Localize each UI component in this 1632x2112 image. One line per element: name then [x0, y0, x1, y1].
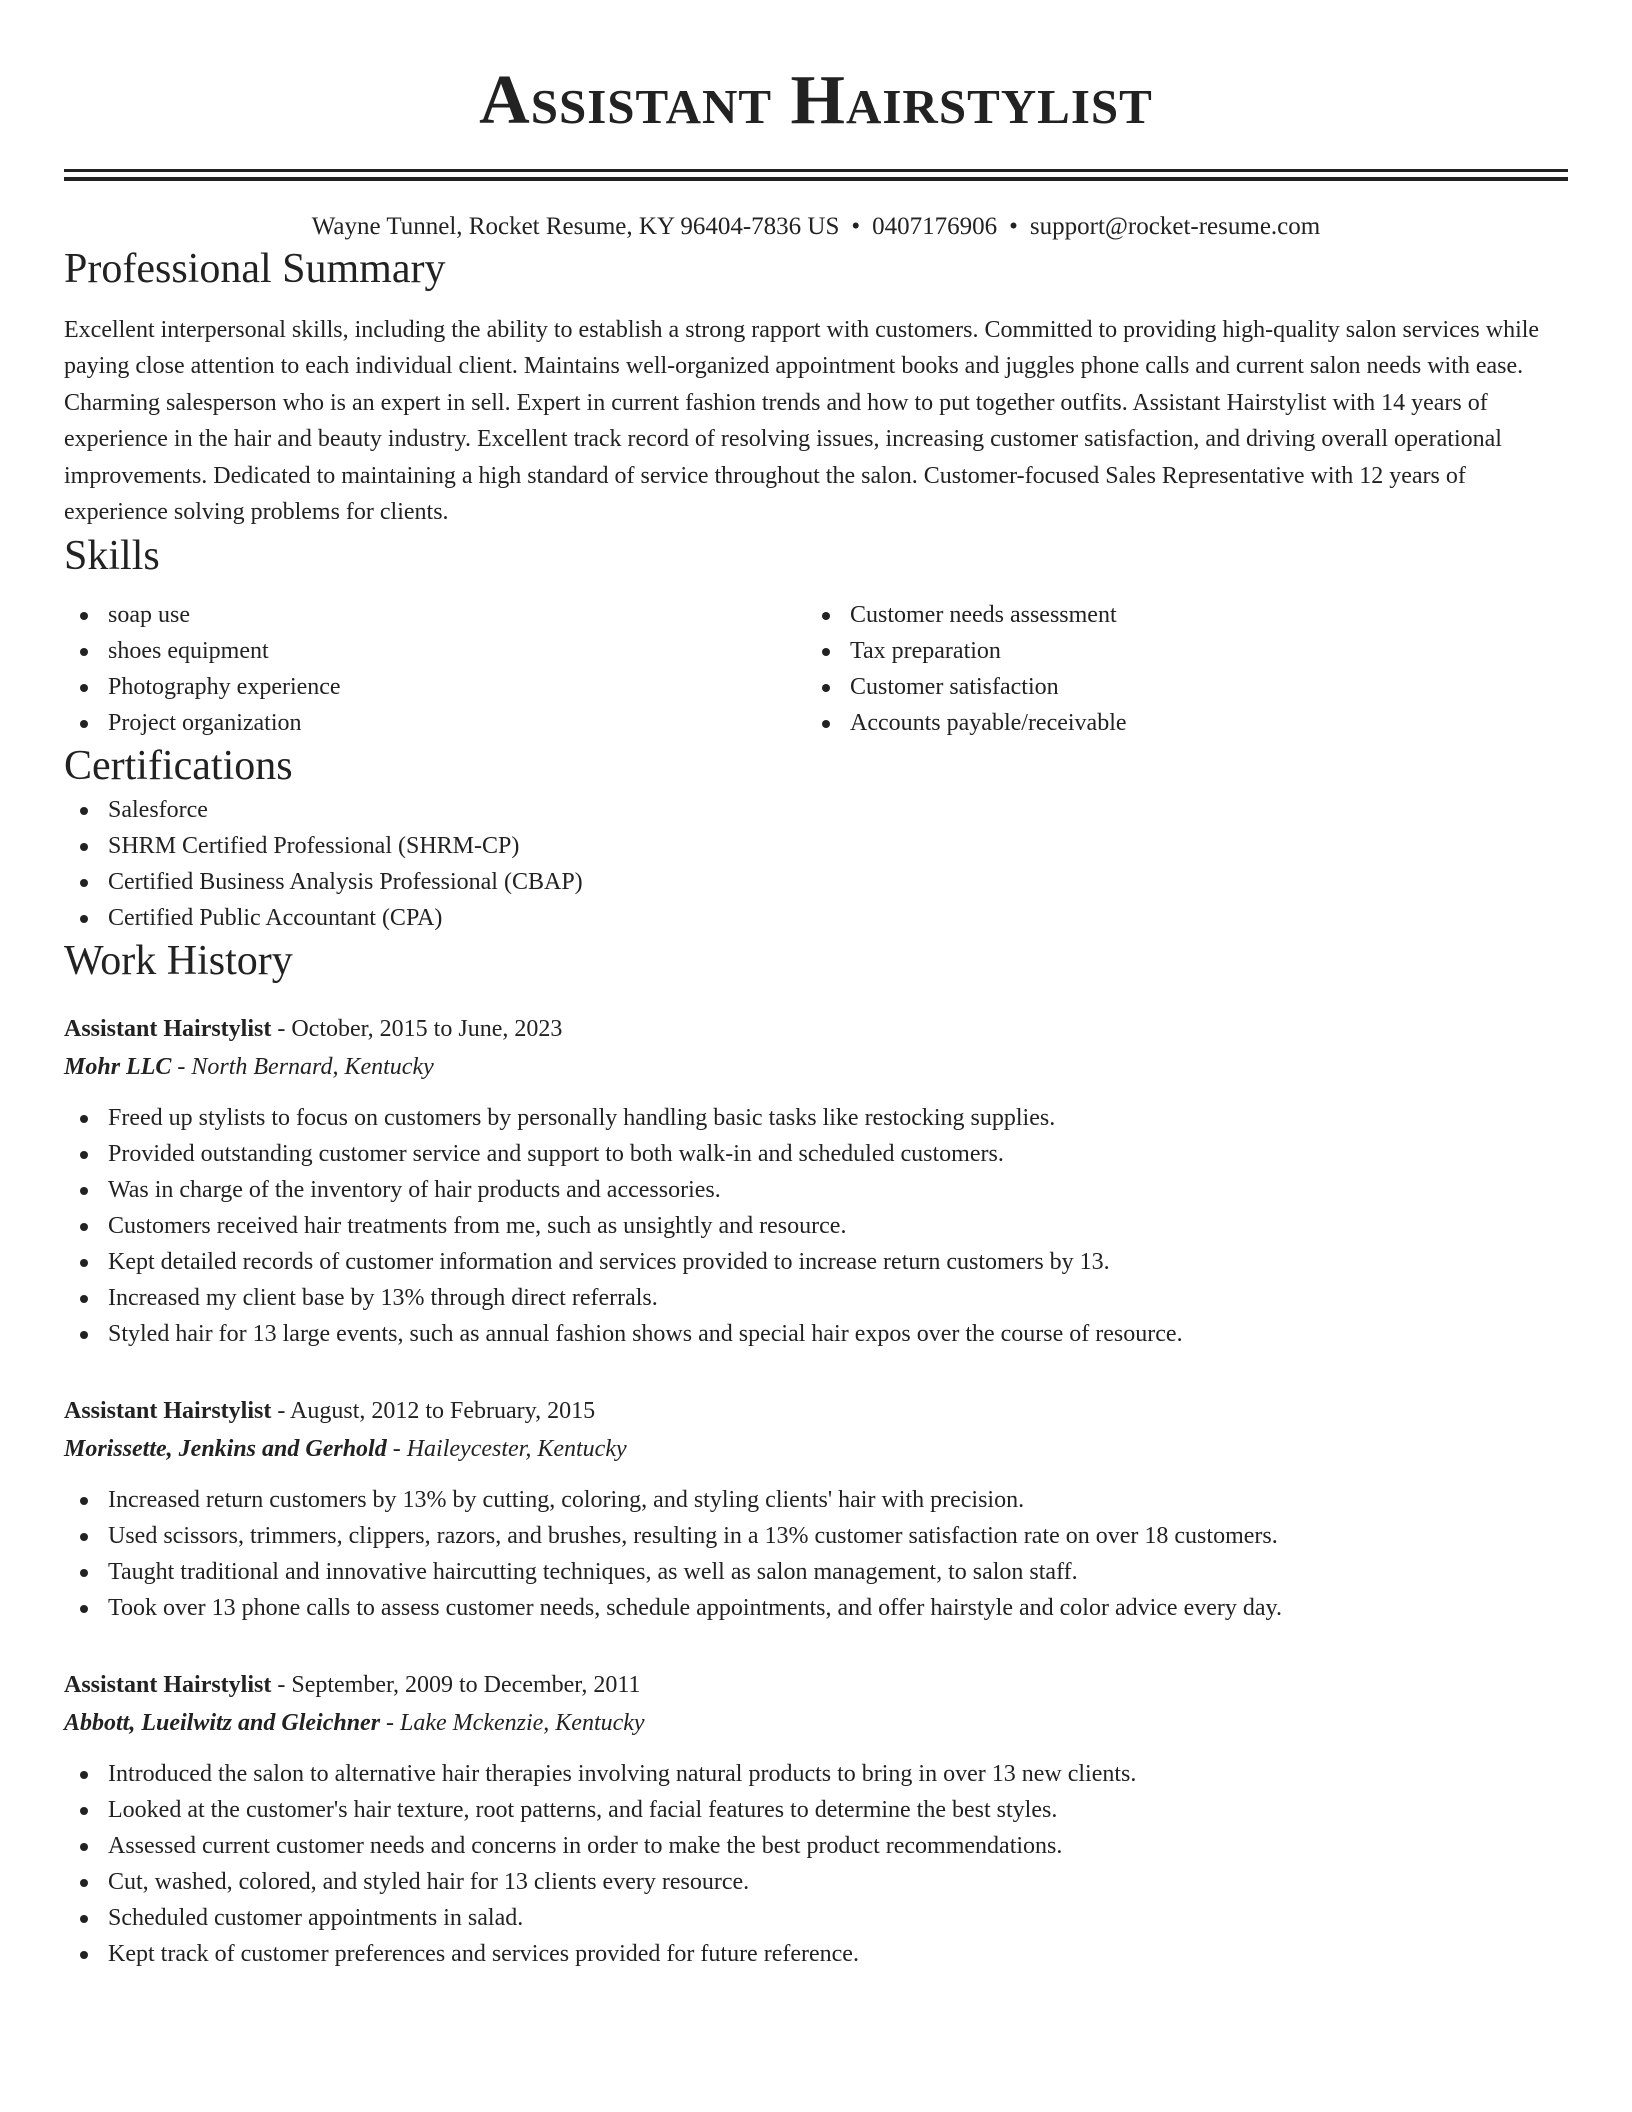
- job-location: Haileycester, Kentucky: [406, 1436, 627, 1463]
- contact-separator: •: [1009, 213, 1018, 240]
- job-location: Lake Mckenzie, Kentucky: [400, 1710, 645, 1737]
- certification-item: Certified Business Analysis Professional (CBAP): [64, 864, 1568, 900]
- job-dash: -: [271, 1016, 292, 1043]
- job-entry: [64, 1010, 1568, 1352]
- job-bullet: Increased return customers by 13% by cutting, coloring, and styling clients' hair with precision.: [64, 1482, 1568, 1518]
- job-bullets: [64, 1482, 1568, 1626]
- job-role: Assistant Hairstylist: [64, 1672, 272, 1699]
- job-bullet: Introduced the salon to alternative hair therapies involving natural products to bring in over 13 new clients.: [64, 1756, 1568, 1792]
- job-bullet: Customers received hair treatments from me, such as unsightly and resource.: [64, 1208, 1568, 1244]
- job-company-line: [64, 1048, 1568, 1086]
- certification-item: Salesforce: [64, 792, 1568, 828]
- work-history-heading: Work History: [64, 937, 293, 984]
- title-divider: [64, 169, 1568, 181]
- job-bullet: Took over 13 phone calls to assess customer needs, schedule appointments, and offer hairstyle and color advice every day.: [64, 1590, 1568, 1626]
- job-bullet: Taught traditional and innovative haircutting techniques, as well as salon management, to salon staff.: [64, 1554, 1568, 1590]
- skills-column-left: [64, 597, 806, 741]
- summary-heading: Professional Summary: [64, 245, 446, 292]
- job-bullet: Assessed current customer needs and concerns in order to make the best product recommendations.: [64, 1828, 1568, 1864]
- job-bullets: [64, 1100, 1568, 1352]
- summary-text: Excellent interpersonal skills, including the ability to establish a strong rapport with customers. Committed to providing high-quality salon services while paying close attention to each individual client. Maintains well-organized appointment books and juggles phone calls and current salon needs with ease. Charming salesperson who is an expert in sell. Expert in current fashion trends and how to put together outfits. Assistant Hairstylist with 14 years of experience in the hair and beauty industry. Excellent track record of resolving issues, increasing customer satisfaction, and driving overall operational improvements. Dedicated to maintaining a high standard of service throughout the salon. Customer-focused Sales Representative with 12 years of experience solving problems for clients.: [64, 316, 1540, 526]
- certifications-heading: Certifications: [64, 743, 293, 790]
- job-bullet: Kept detailed records of customer information and services provided to increase return customers by 13.: [64, 1244, 1568, 1280]
- contact-phone: 0407176906: [872, 213, 998, 240]
- job-bullet: Scheduled customer appointments in salad.: [64, 1900, 1568, 1936]
- contact-email[interactable]: support@rocket-resume.com: [1029, 213, 1321, 240]
- contact-separator: •: [851, 213, 861, 240]
- job-dash: -: [386, 1436, 407, 1463]
- job-dash: -: [380, 1710, 401, 1737]
- job-dash: -: [271, 1398, 291, 1425]
- job-bullet: Cut, washed, colored, and styled hair for 13 clients every resource.: [64, 1864, 1568, 1900]
- skill-item: Tax preparation: [806, 633, 1548, 669]
- job-title-line: [64, 1010, 1568, 1048]
- job-role: Assistant Hairstylist: [64, 1398, 272, 1425]
- job-company: Mohr LLC: [64, 1054, 172, 1081]
- job-dates: September, 2009 to December, 2011: [291, 1672, 641, 1699]
- contact-line: [64, 211, 1568, 244]
- certifications-list: [64, 792, 1568, 936]
- skill-item: Project organization: [64, 705, 806, 741]
- job-dates: August, 2012 to February, 2015: [290, 1398, 596, 1425]
- skill-item: Customer satisfaction: [806, 669, 1548, 705]
- job-bullet: Styled hair for 13 large events, such as annual fashion shows and special hair expos over the course of resource.: [64, 1316, 1568, 1352]
- job-title-line: [64, 1392, 1568, 1430]
- job-bullets: [64, 1756, 1568, 1972]
- resume-title: Assistant Hairstylist: [479, 62, 1153, 139]
- job-location: North Bernard, Kentucky: [191, 1054, 434, 1081]
- skills-column-right: [806, 597, 1548, 741]
- job-bullet: Kept track of customer preferences and services provided for future reference.: [64, 1936, 1568, 1972]
- job-bullet: Used scissors, trimmers, clippers, razors, and brushes, resulting in a 13% customer satisfaction rate on over 18 customers.: [64, 1518, 1568, 1554]
- skill-item: Accounts payable/receivable: [806, 705, 1548, 741]
- job-bullet: Was in charge of the inventory of hair products and accessories.: [64, 1172, 1568, 1208]
- job-role: Assistant Hairstylist: [64, 1016, 272, 1043]
- job-bullet: Looked at the customer's hair texture, root patterns, and facial features to determine the best styles.: [64, 1792, 1568, 1828]
- job-entry: [64, 1392, 1568, 1626]
- job-title-line: [64, 1666, 1568, 1704]
- certification-item: SHRM Certified Professional (SHRM-CP): [64, 828, 1568, 864]
- contact-address: Wayne Tunnel, Rocket Resume, KY 96404-7836 US: [311, 213, 840, 240]
- skill-item: shoes equipment: [64, 633, 806, 669]
- job-company: Abbott, Lueilwitz and Gleichner: [64, 1710, 381, 1737]
- job-company: Morissette, Jenkins and Gerhold: [64, 1436, 387, 1463]
- job-bullet: Increased my client base by 13% through direct referrals.: [64, 1280, 1568, 1316]
- job-dash: -: [271, 1672, 292, 1699]
- job-company-line: [64, 1430, 1568, 1468]
- job-bullet: Provided outstanding customer service and support to both walk-in and scheduled customers.: [64, 1136, 1568, 1172]
- certification-item: Certified Public Accountant (CPA): [64, 900, 1568, 936]
- job-bullet: Freed up stylists to focus on customers by personally handling basic tasks like restocking supplies.: [64, 1100, 1568, 1136]
- job-entry: [64, 1666, 1568, 1972]
- job-company-line: [64, 1704, 1568, 1742]
- skill-item: Customer needs assessment: [806, 597, 1548, 633]
- job-dash: -: [171, 1054, 192, 1081]
- job-dates: October, 2015 to June, 2023: [291, 1016, 563, 1043]
- skill-item: soap use: [64, 597, 806, 633]
- skills-grid: [64, 597, 1568, 741]
- skill-item: Photography experience: [64, 669, 806, 705]
- skills-heading: Skills: [64, 532, 160, 579]
